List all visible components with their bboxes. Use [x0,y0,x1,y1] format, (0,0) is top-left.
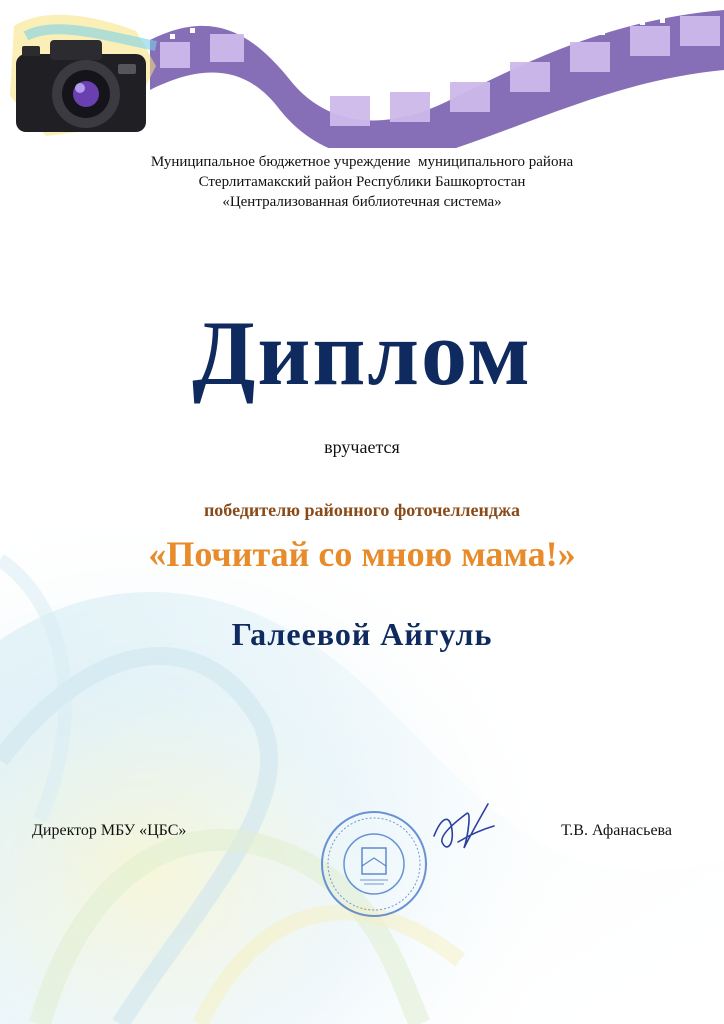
round-seal-icon [318,808,430,920]
diploma-title: Диплом [192,302,532,404]
handwritten-signature-icon [428,796,498,860]
organization-header [0,152,724,212]
camera-icon [6,6,176,146]
recipient-name: Галеевой Айгуль [231,616,493,652]
awarded-text: вручается [324,437,400,457]
contest-subtitle: победителю районного фоточелленджа [203,500,521,520]
contest-name: «Почитай со мною мама!» [148,534,576,574]
organization-line-1: Муниципальное бюджетное учреждение муниципального района [150,154,574,170]
organization-line-3: «Централизованная библиотечная система» [222,194,502,210]
signatory-name: Т.В. Афанасьева [561,822,672,839]
signatory-position: Директор МБУ «ЦБС» [32,822,187,839]
organization-line-2: Стерлитамакский район Республики Башкортостан [198,174,526,190]
film-strip-icon [150,0,724,148]
